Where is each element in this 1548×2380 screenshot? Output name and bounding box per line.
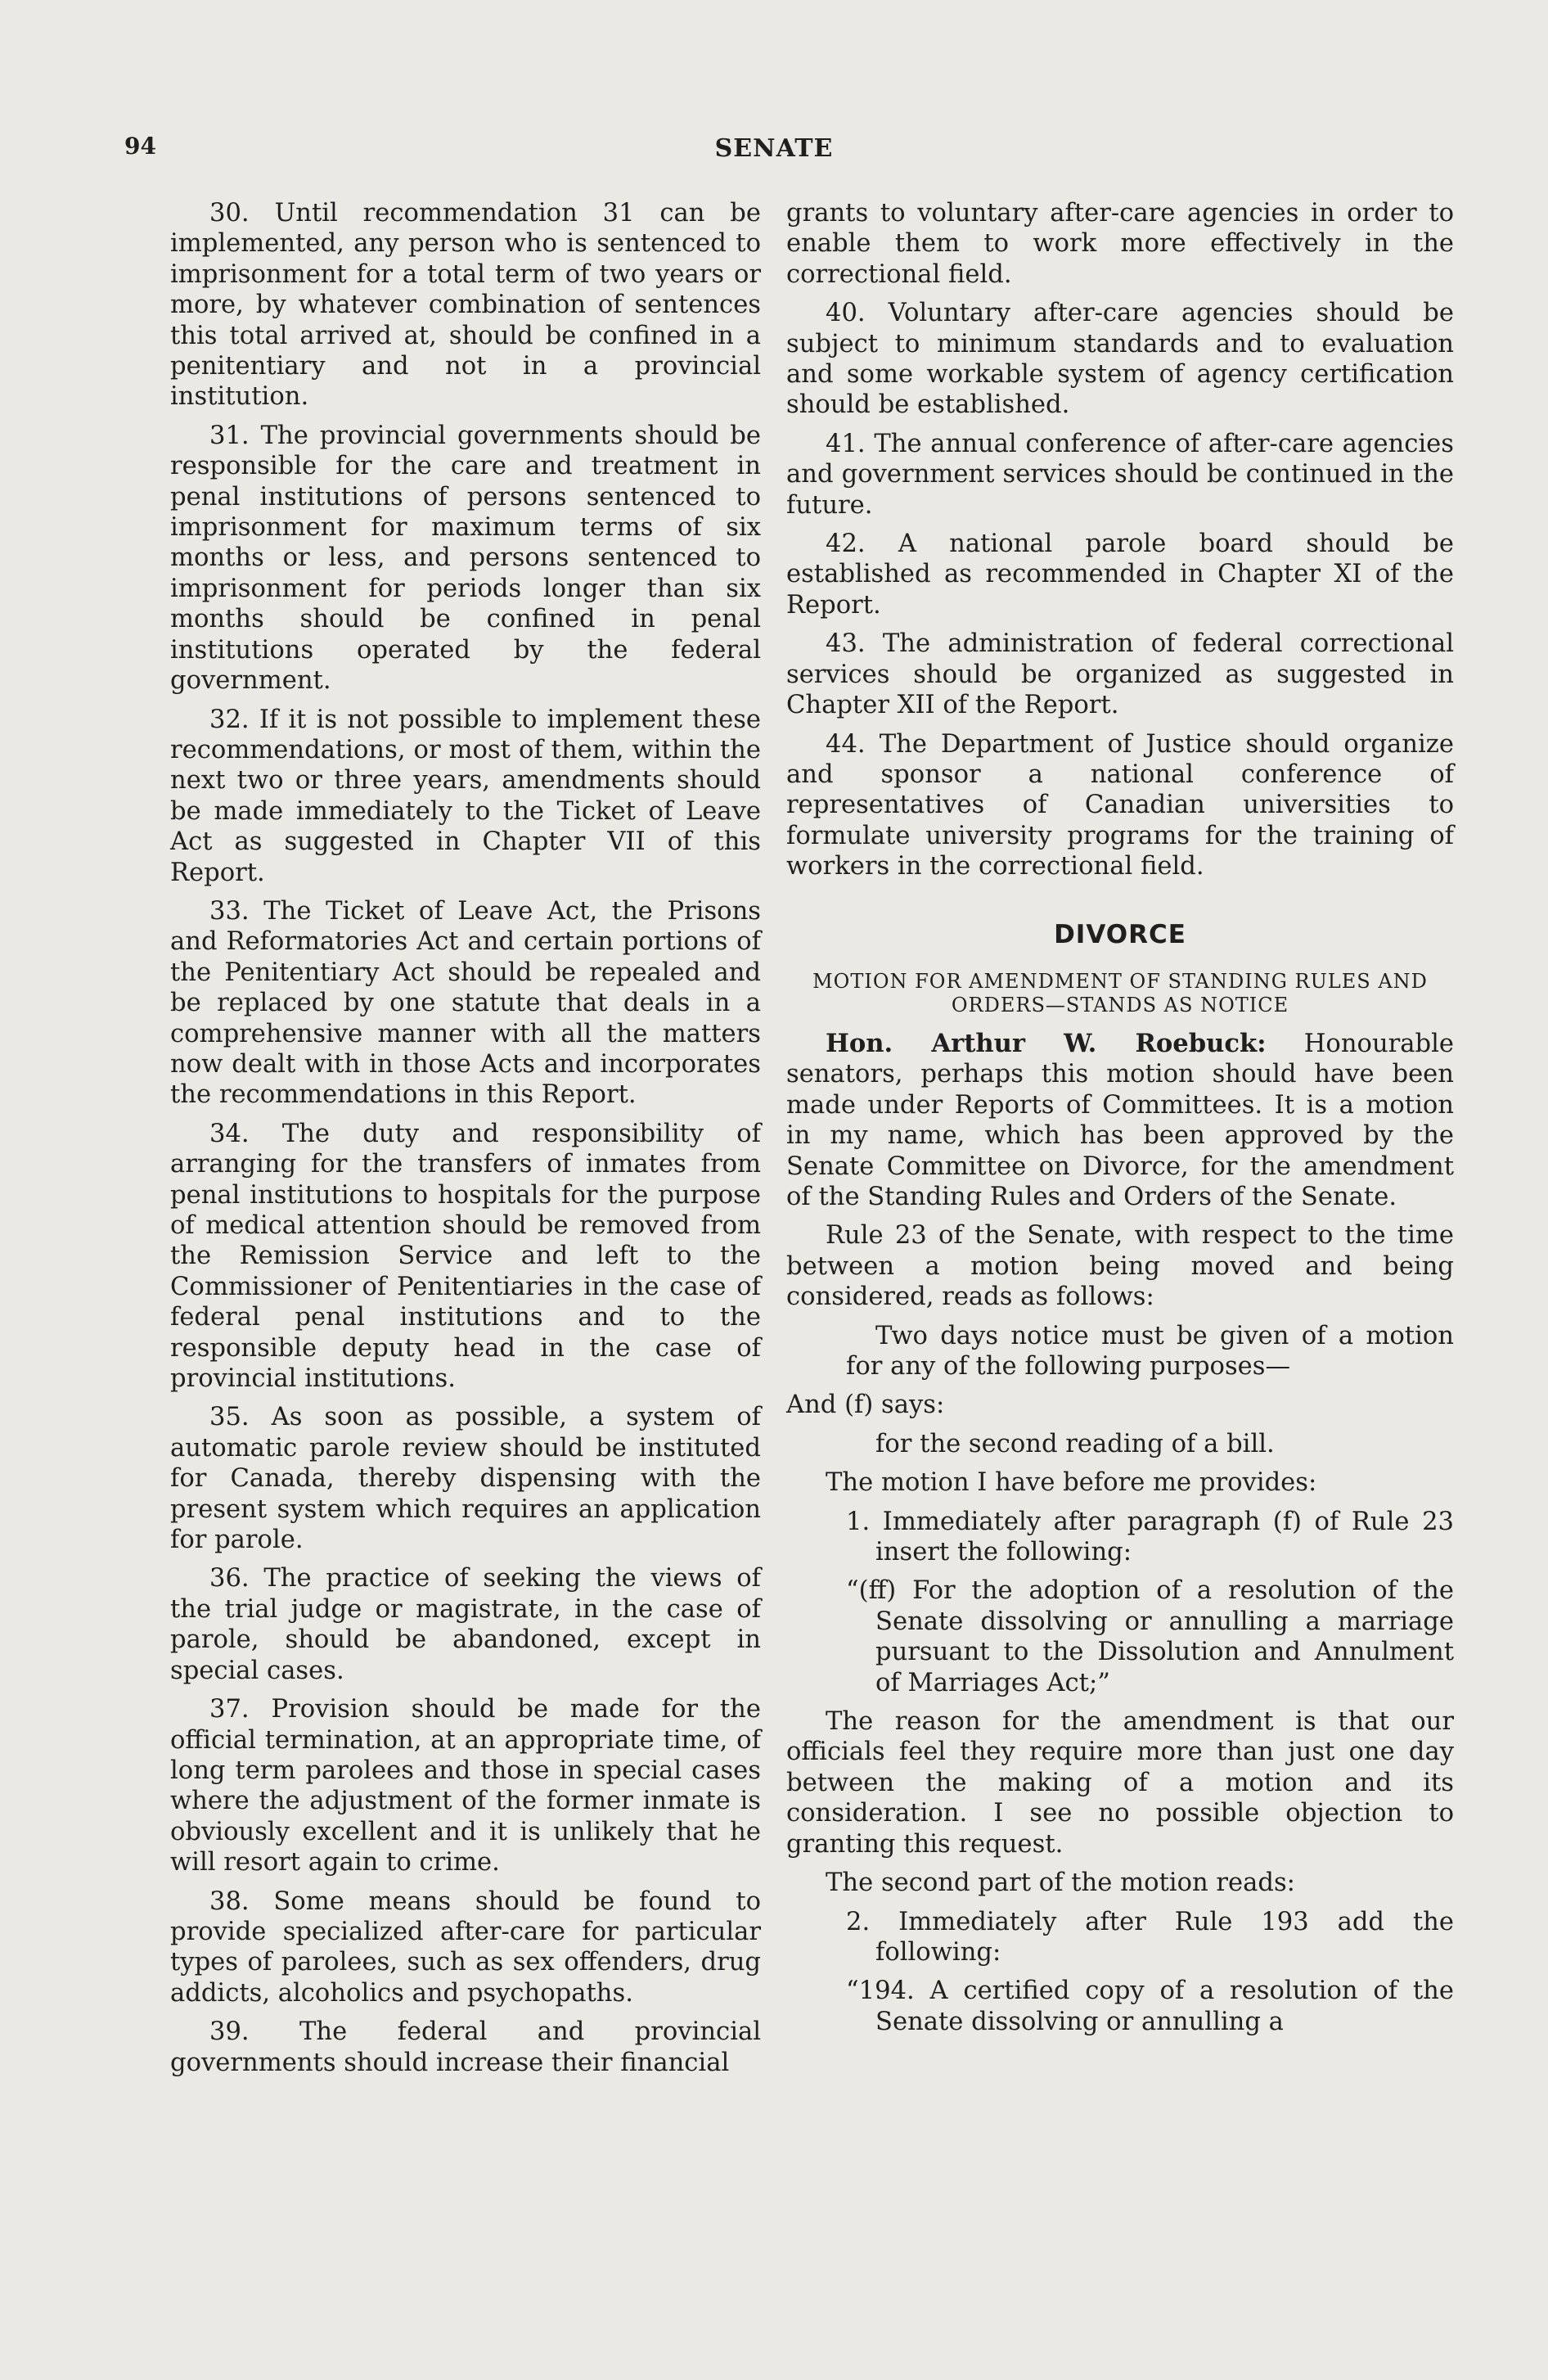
- section-subtitle: MOTION FOR AMENDMENT OF STANDING RULES AND ORDERS—STANDS AS NOTICE: [812, 969, 1428, 1016]
- speech-paragraph-4: The motion I have before me provides:: [826, 1468, 1317, 1498]
- motion-item-1: 1. Immediately after paragraph (f) of Rule 23 insert the following:: [846, 1507, 1454, 1567]
- motion-item-2: 2. Immediately after Rule 193 add the following:: [846, 1907, 1454, 1967]
- recommendation-44: 44. The Department of Justice should organize and sponsor a national conference of representatives of Canadian universities to formulate university programs for the training of workers in the correctional field.: [786, 729, 1454, 881]
- quote-rule-194: “194. A certified copy of a resolution of the Senate dissolving or annulling a: [846, 1977, 1454, 2036]
- running-header: SENATE: [714, 134, 834, 163]
- speech-paragraph-5: The reason for the amendment is that our officials feel they require more than just one day between the making of a motion and its consideration. I see no possible objection to granting this request.: [786, 1707, 1454, 1859]
- recommendation-39: 39. The federal and provincial governments should increase their financial: [170, 2017, 761, 2077]
- quote-paragraph-f: for the second reading of a bill.: [875, 1429, 1275, 1458]
- left-column: [170, 198, 761, 2086]
- recommendation-41: 41. The annual conference of after-care agencies and government services should be continued in the future.: [786, 429, 1454, 520]
- recommendation-33: 33. The Ticket of Leave Act, the Prisons and Reformatories Act and certain portions of the Penitentiary Act should be repealed and be replaced by one statute that deals in a comprehensive manner with all the matters now dealt with in those Acts and incorporates the recommendations in this Report.: [170, 896, 761, 1110]
- recommendation-38: 38. Some means should be found to provide specialized after-care for particular types of parolees, such as sex offenders, drug addicts, alcoholics and psychopaths.: [170, 1886, 761, 2008]
- recommendation-36: 36. The practice of seeking the views of the trial judge or magistrate, in the case of parole, should be abandoned, except in special cases.: [170, 1564, 761, 1685]
- speech-paragraph-3: And (f) says:: [786, 1391, 945, 1420]
- recommendation-34: 34. The duty and responsibility of arranging for the transfers of inmates from penal institutions to hospitals for the purpose of medical attention should be removed from the Remission Service and left to the Commissioner of Penitentiaries in the case of federal penal institutions and to the responsible deputy head in the case of provincial institutions.: [170, 1119, 761, 1394]
- right-column: [786, 198, 1454, 2045]
- recommendation-35: 35. As soon as possible, a system of automatic parole review should be instituted for Canada, thereby dispensing with the present system which requires an application for parole.: [170, 1403, 761, 1555]
- speech-paragraph-2: Rule 23 of the Senate, with respect to the time between a motion being moved and being considered, reads as follows:: [786, 1221, 1454, 1312]
- speech-paragraph-6: The second part of the motion reads:: [826, 1868, 1295, 1898]
- recommendation-32: 32. If it is not possible to implement these recommendations, or most of them, within the next two or three years, amendments should be made immediately to the Ticket of Leave Act as suggested in Chapter VII of this Report.: [170, 705, 761, 887]
- recommendation-40: 40. Voluntary after-care agencies should be subject to minimum standards and to evaluation and some workable system of agency certification should be established.: [786, 299, 1454, 420]
- speech-text-1: Honourable senators, perhaps this motion should have been made under Reports of Committees. It is a motion in my name, which has been approved by the Senate Committee on Divorce, for the amendment of the Standing Rules and Orders of the Senate.: [786, 1029, 1454, 1211]
- speaker-name: Hon. Arthur W. Roebuck:: [826, 1028, 1267, 1058]
- section-title: DIVORCE: [1054, 919, 1186, 949]
- recommendation-31: 31. The provincial governments should be responsible for the care and treatment in penal institutions of persons sentenced to imprisonment for maximum terms of six months or less, and persons sentenced to imprisonment for periods longer than six months should be confined in penal institutions operated by the federal government.: [170, 421, 761, 696]
- recommendation-43: 43. The administration of federal correctional services should be organized as suggested in Chapter XII of the Report.: [786, 629, 1454, 720]
- recommendation-39-continued: grants to voluntary after-care agencies in order to enable them to work more effectively in the correctional field.: [786, 199, 1454, 289]
- quote-paragraph-ff: “(ff) For the adoption of a resolution of the Senate dissolving or annulling a marriage pursuant to the Dissolution and Annulment of Marriages Act;”: [846, 1576, 1454, 1697]
- recommendation-42: 42. A national parole board should be established as recommended in Chapter XI of the Report.: [786, 530, 1454, 620]
- recommendation-30: 30. Until recommendation 31 can be implemented, any person who is sentenced to imprisonment for a total term of two years or more, by whatever combination of sentences this total arrived at, should be confined in a penitentiary and not in a provincial institution.: [170, 199, 761, 412]
- page-number: 94: [124, 133, 156, 160]
- recommendation-37: 37. Provision should be made for the official termination, at an appropriate time, of long term parolees and those in special cases where the adjustment of the former inmate is obviously excellent and it is unlikely that he will resort again to crime.: [170, 1695, 761, 1877]
- quote-rule-23: Two days notice must be given of a motion for any of the following purposes—: [846, 1321, 1454, 1381]
- speech-paragraph-1: [786, 1029, 1454, 1212]
